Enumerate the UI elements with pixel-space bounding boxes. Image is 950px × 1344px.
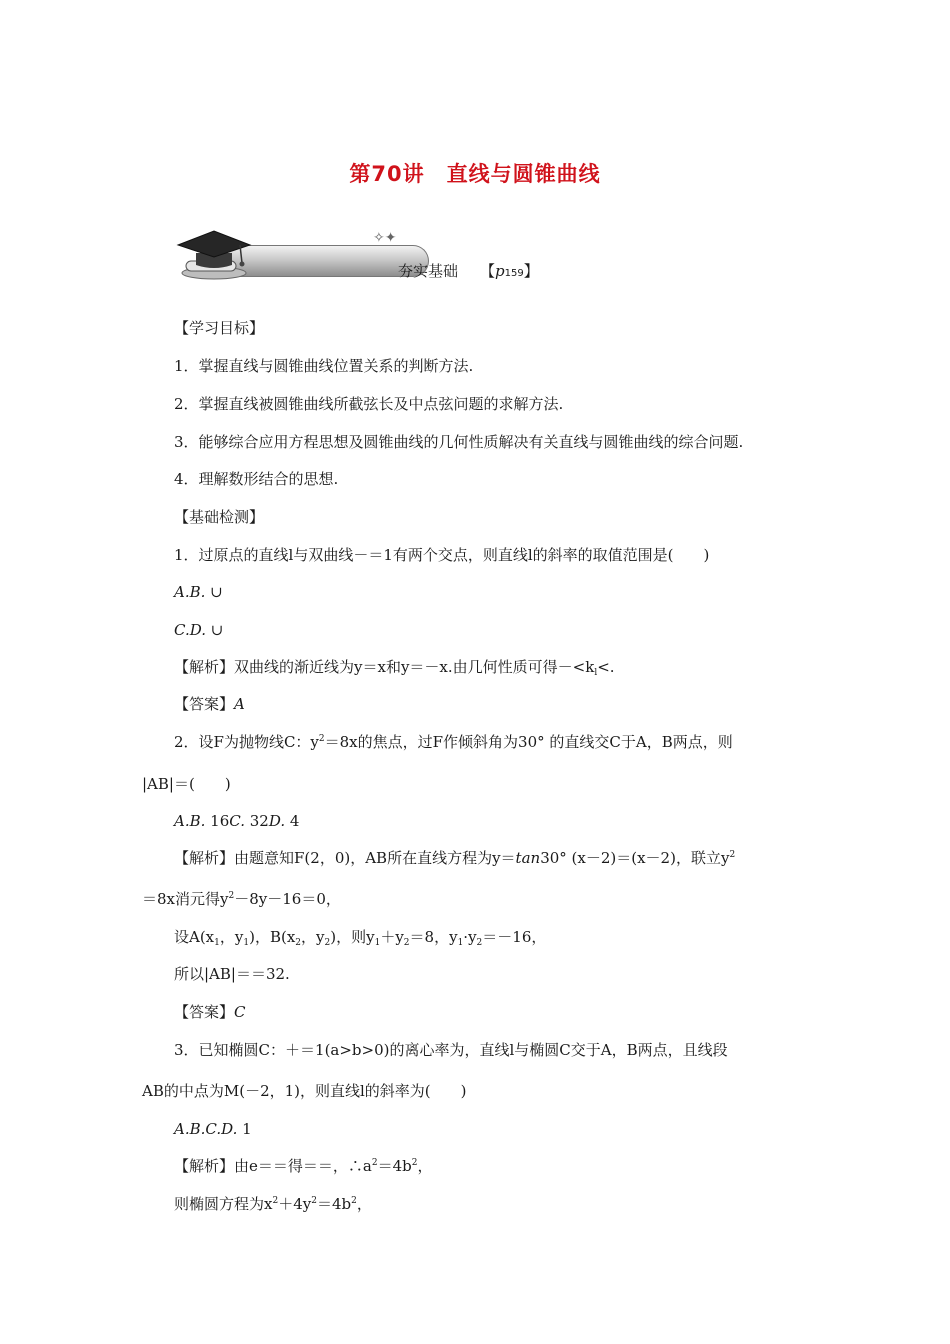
question-2-stem-cont: |AB|＝( ): [142, 775, 231, 793]
question-3-options: A.B.C.D. 1: [174, 1120, 252, 1138]
question-2-analysis: 【解析】由题意知F(2，0)，AB所在直线方程为y＝tan30° (x－2)＝(x－2)，联立$y^2$: [174, 849, 736, 867]
page-title: [0, 158, 950, 188]
question-3-stem-cont: AB的中点为M(－2，1)，则直线l的斜率为( ): [142, 1082, 467, 1100]
question-2-options: A.B. 16C. 32D. 4: [174, 812, 300, 830]
objective-item: 2．掌握直线被圆锥曲线所截弦长及中点弦问题的求解方法.: [174, 395, 564, 413]
section-banner: [174, 225, 554, 285]
question-3-analysis-line: 则椭圆方程为$x^2+4y^2=4b^2$，: [174, 1195, 372, 1213]
lesson-number: 第70讲: [349, 162, 425, 186]
question-2-answer: 【答案】C: [174, 1003, 246, 1021]
question-2-analysis-cont: ＝8x消元得$y^2-8y-16=0$，: [142, 890, 341, 908]
question-1-options-cd: C.D. ∪: [174, 621, 224, 639]
objective-item: 3．能够综合应用方程思想及圆锥曲线的几何性质解决有关直线与圆锥曲线的综合问题.: [174, 433, 744, 451]
question-2-analysis-line: 设$A(x_1$，$y_1$)，$B(x_2$，$y_2$)，则$y_1+y_2=8$，$y_1\cdot y_2=-16$，: [174, 928, 547, 948]
question-1-options-ab: A.B. ∪: [174, 583, 223, 601]
question-2-analysis-result: 所以|AB|＝＝32.: [174, 965, 290, 983]
objective-item: 1．掌握直线与圆锥曲线位置关系的判断方法.: [174, 357, 474, 375]
question-3-analysis: 【解析】由e＝＝得＝＝，$\therefore a^2=4b^2$，: [174, 1157, 433, 1175]
question-1-stem: 1．过原点的直线l与双曲线－＝1有两个交点，则直线l的斜率的取值范围是( ): [174, 546, 710, 564]
question-2-stem: 2．设F为抛物线C：$y^2=8x$的焦点，过F作倾斜角为30° 的直线交C于A，B两点，则: [174, 733, 733, 751]
objectives-heading: 【学习目标】: [174, 319, 265, 337]
question-1-analysis: 【解析】双曲线的渐近线为y＝x和y＝－x.由几何性质可得$-<k_l<$.: [174, 658, 615, 678]
objective-item: 4．理解数形结合的思想.: [174, 470, 339, 488]
banner-label: 夯实基础 【p159】: [398, 262, 539, 280]
basic-check-heading: 【基础检测】: [174, 508, 265, 526]
sparkle-icon: ✧✦: [373, 230, 397, 246]
lesson-topic: 直线与圆锥曲线: [446, 162, 601, 186]
graduation-cap-icon: [174, 225, 254, 281]
question-3-stem: 3．已知椭圆C：＋＝1(a>b>0)的离心率为，直线l与椭圆C交于A，B两点，且线段: [174, 1041, 728, 1059]
question-1-answer: 【答案】A: [174, 695, 245, 713]
